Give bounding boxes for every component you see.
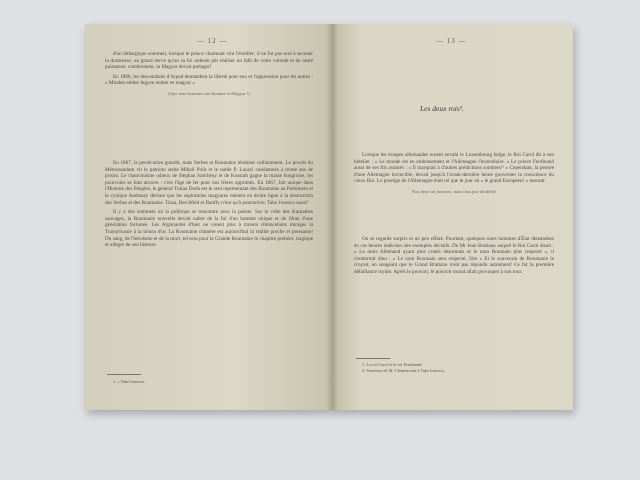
left-paragraph: Il y a des sommets où la politique se rencontre avec la poésie. Sur la crête des Karpathes sauvages, la Roumanie nouvelle devait naître de la foi d'un homme unique et de l'élan d'une génération fortunée. Les Argonautes d'hier ne voient plus à travers d'étincelants mirages la Transylvanie à la toison d'or. La Roumaine chimère est aujourd'hui la réalité proche et pressante! Du sang, de l'héroïsme et de la mort, tel sera pour la Grande Roumanie le chapitre premier, tragique et allègre de son histoire. — [105, 209, 313, 249]
right-heading: Les deux rois¹. — [420, 104, 464, 113]
left-page-number: — 12 — — [197, 37, 228, 45]
right-page — [332, 24, 573, 410]
right-page-body-bottom — [354, 236, 554, 279]
left-paragraph: d'un léthargique sommeil, lorsque le prince charmant vint l'éveiller; il ne fut pas seul à secouer la dormeuse; un grand nerve qu'on sa foi ardente pût réaliser un fallt de votre volonté et de notre puissance, combrement, la Magyar devait partager! — [105, 51, 313, 71]
right-footnote: 2. Souvenir de M. Clemenceau à Take Ionescu. — [362, 367, 445, 373]
right-page-number: — 13 — — [436, 37, 467, 45]
right-footnote: 1. Le roi Carol et le roi Ferdinand. — [362, 362, 423, 367]
right-footnote-rule — [356, 358, 390, 359]
open-booklet — [85, 24, 573, 410]
right-page-body-top — [354, 152, 554, 202]
left-page — [85, 24, 332, 410]
left-paragraph: En 1866, les descendants d'Arpad demandent la liberté pour eux et l'oppression pour les autres : « Minden ember legyen ember es magyar » — [105, 73, 313, 87]
right-paragraph: On se regarde surpris et un peu effaré. Pourtant, quelques rares hommes d'État demandent en ces heures indécises des exemples décisifs. De Mr Jean Bratiano auquel le Roi Carol disait : « Le mois Allemand ayant plus cruels désormais et le nom Roumain plus respecté », il s'endormit dieu : « Le nom Roumain sera respecté, Sire » Et le souverain de Roumanie le croyait, en songeant que le Grand Bratiano n'eût pas répondu autrement! Ce fut la première défaillance royale. Après le pouvoir, le pouvoir moral allait provoquer à son tour. — [354, 236, 554, 275]
book-spine — [326, 24, 338, 410]
right-quote: Nos deux toi fonciers, mais tous por infidélité — [411, 188, 497, 194]
left-footnote: 1. « Take Ionescu. — [113, 379, 145, 384]
left-page-body-top — [105, 51, 313, 104]
left-page-body-bottom — [105, 160, 313, 252]
right-footnotes — [362, 362, 552, 374]
left-footnote-rule — [107, 374, 141, 375]
right-paragraph: Lorsque les troupes allemandes eurent envahi le Luxembourg belge, le Roi Carol dit à son hôtelier : « Le monde est en embrasement et l'Allemagne l'incendiaire. » Le prince Ferdinand aussi de ses fils assistés : « Il marquait à d'autres prédictions sombres!¹ » Cependant, la pensée d'une Allemagne invincible, devait jusqu'à l'avant-dernière heure gouverner la conscience du vieux Roi. Le prestige de l'Allemagne était tel que le jour où « le grand Européen! » mourut. — [354, 152, 554, 185]
left-quote: (Que tous hommes soit homme et Magyar !) — [168, 90, 250, 96]
left-paragraph: En 1867, la persécution grandit, mais Serbes et Roumains résistent vaillamment. Le procès du Mémorandum vit le patriote serbe Mihail Polit et le noble P. Lucaci condamnés à trente ans de prison. Le chauvinisme odieux de Stephan Széchény et de Kossuth gagne la masse hongroise, les pourvoies se font atroces : c'est l'âge de fer pour nos frères opprimés. En 1867, fait unique dans l'Histoire des Peuples, le général Traian Doda est le seul représentant des Roumains au Parlement et le cynique Andrassy déclare que les aspirations magyares mènent en droite ligne à la destruction des Serbes et des Roumains. Tisza, Berchfeld et Banffy n'ont qu'à poursuivre; Take Jonescu aussi! — [105, 160, 313, 206]
